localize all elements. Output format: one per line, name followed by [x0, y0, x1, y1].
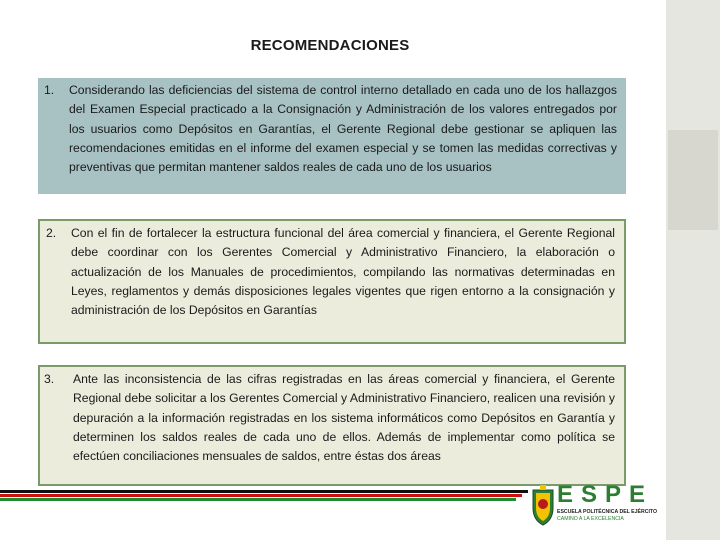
recommendation-box-1: [38, 78, 626, 194]
recommendation-box-2: [38, 219, 626, 344]
logo-motto: CAMINO A LA EXCELENCIA: [557, 516, 624, 522]
footer-stripe-black: [0, 490, 528, 493]
footer-stripe-red: [0, 494, 522, 497]
espe-seal-icon: [531, 484, 555, 526]
logo-institution-name: ESCUELA POLITÉCNICA DEL EJÉRCITO: [557, 509, 658, 515]
page-title: RECOMENDACIONES: [250, 37, 410, 54]
footer-stripe-green: [0, 498, 516, 501]
recommendation-text: Considerando las deficiencias del sistema de control interno detallado en cada uno de los hallazgos del Examen Especial practicado a la Consignación y Administración de los valores entregados por los usuarios como Depósitos en Garantías, el Gerente Regional debe gestionar se apliquen las recomendaciones emitidas en el informe del examen especial y se tomen las medidas correctivas y preventivas que permitan mantener saldos reales de cada uno de los usuarios: [69, 83, 617, 175]
recommendation-number: 3.: [44, 372, 55, 386]
recommendation-number: 1.: [44, 83, 55, 97]
logo-letters: ESPE: [557, 481, 654, 508]
recommendation-text: Con el fin de fortalecer la estructura funcional del área comercial y financiera, el Gerente Regional debe coordinar con los Gerentes Comercial y Administrativo Financiero, la elaboración o actualización de los Manuales de procedimientos, compilando las normativas determinadas en Leyes, reglamentos y demás disposiciones legales vigentes que rigen entorno a la consignación y administración de los Depósitos en Garantías: [71, 226, 615, 318]
sidebar-accent: [668, 130, 718, 230]
recommendation-box-3: [38, 365, 626, 486]
espe-logo: [531, 483, 659, 527]
recommendation-text: Ante las inconsistencia de las cifras registradas en las áreas comercial y financiera, el Gerente Regional debe solicitar a los Gerentes Comercial y Administrativo Financiero, realicen una revisión y depuración a la información registradas en los sistema informáticos como Depósitos en Garantía y determinen los saldos reales de cada uno de ellos. Además de implementar como política se efectúen conciliaciones mensuales de saldos, entre éstas dos áreas: [73, 372, 615, 464]
recommendation-number: 2.: [46, 226, 57, 240]
right-sidebar-panel: [666, 0, 720, 540]
